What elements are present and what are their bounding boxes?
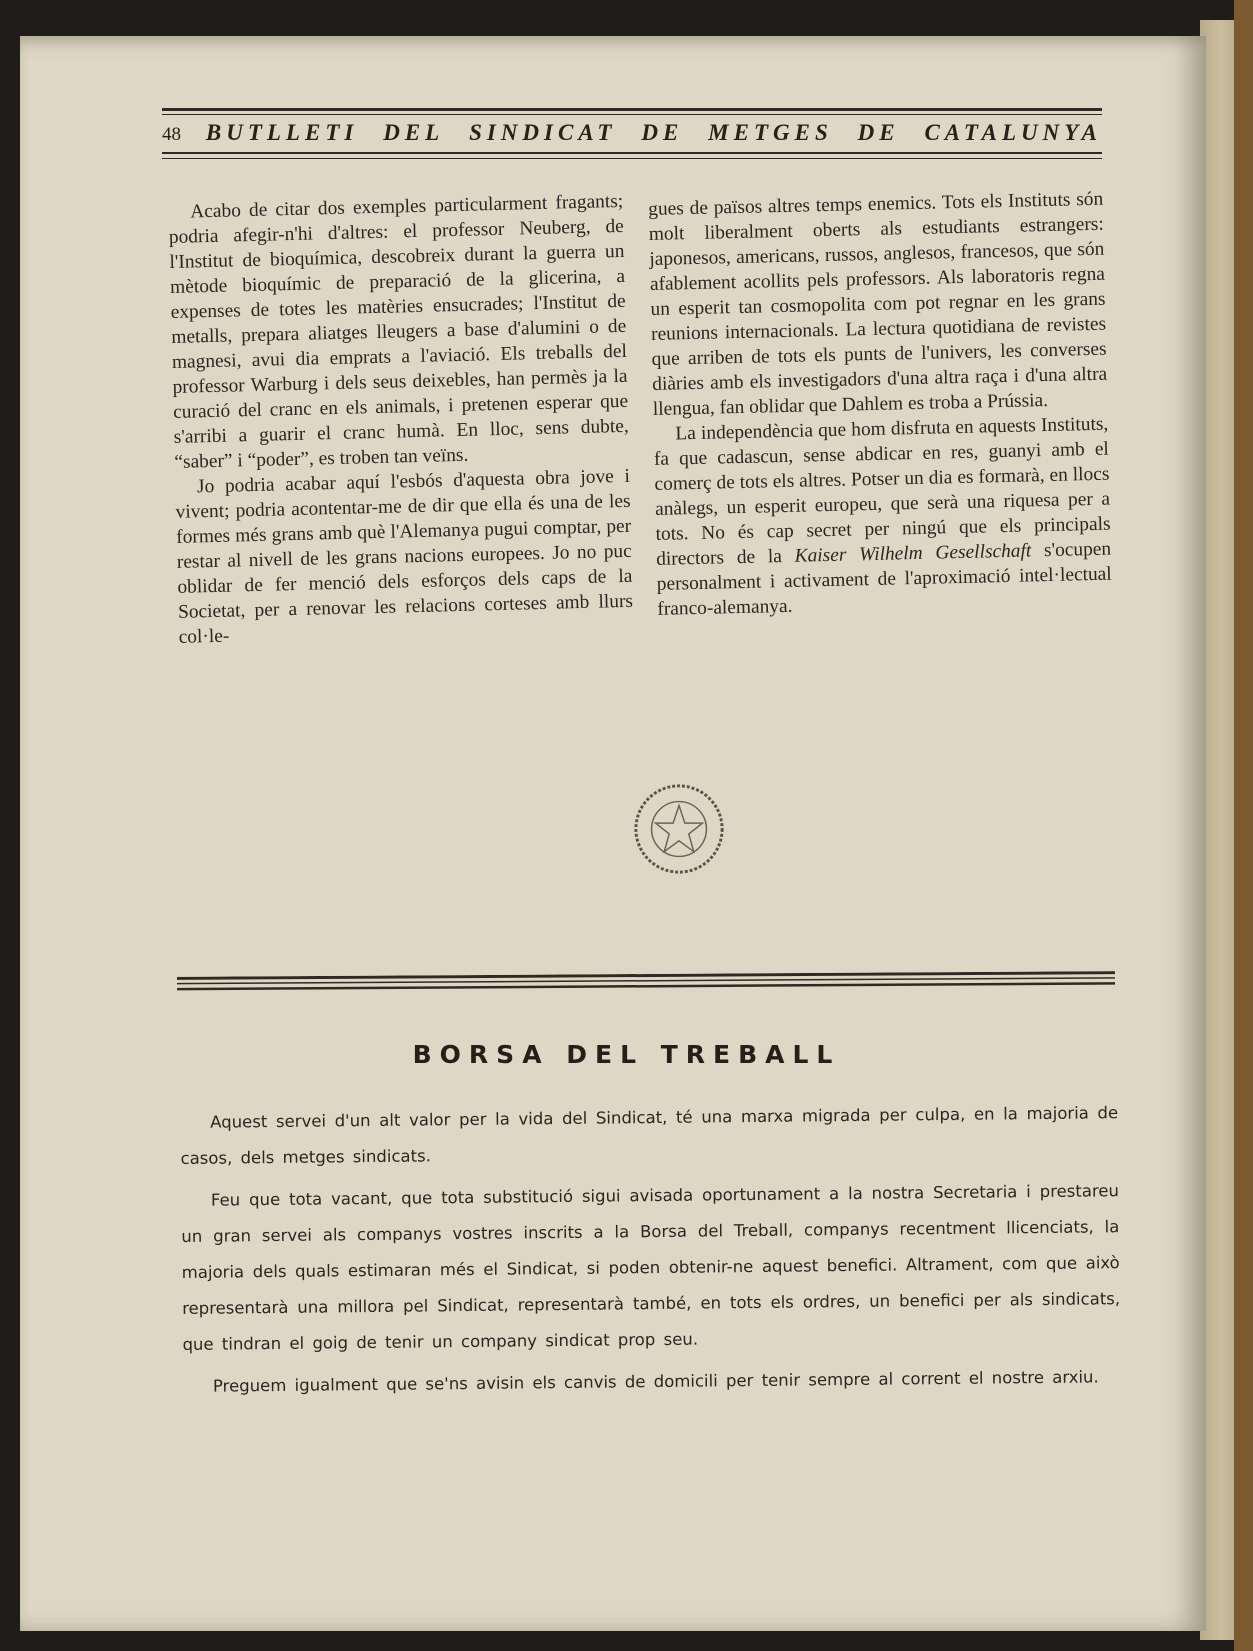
header-title-line <box>162 120 1102 146</box>
library-stamp <box>630 780 728 878</box>
header-word: SINDICAT <box>469 120 617 145</box>
section-paragraph: Preguem igualment que se'ns avisin els canvis de domicili per tenir sempre al corrent el nostre arxiu. <box>212 1367 1099 1396</box>
stamp-inner-ring <box>652 802 707 857</box>
article-paragraph: Jo podria acabar aquí l'esbós d'aquesta obra jove i vivent; podria acontentar-me de dir que ella és una de les formes més grans amb què l'Alemanya pugui comptar, per restar al nivell de les grans nacions europees. Jo no puc oblidar de fer menció dels esforços dels caps de la Societat, per a renovar les relacions corteses amb llurs col·le- <box>175 465 634 648</box>
page-number: 48 <box>162 124 181 145</box>
header-rule-top <box>162 108 1102 111</box>
header-rule-bottom <box>162 152 1102 154</box>
header-word: CATALUNYA <box>924 120 1102 145</box>
running-header <box>162 108 1102 178</box>
header-word: DE <box>857 120 900 145</box>
text-run: s'ocupen personalment i activament de l'aproximació intel·lectual franco-alemanya. <box>656 538 1112 620</box>
header-word: DEL <box>383 120 445 145</box>
article-left-column <box>168 189 634 650</box>
article-paragraph <box>653 412 1112 622</box>
header-word: BUTLLETI <box>205 120 359 145</box>
header-word: METGES <box>708 120 833 145</box>
article-paragraph: Acabo de citar dos exemples particularment fragants; podria afegir-n'hi d'altres: el professor Neuberg, de l'Institut de bioquímica, descobreix durant la guerra un mètode bioquímic de preparació de la glicerina, a expenses de totes les matèries ensucrades; l'Institut de metalls, prepara aliatges lleugers a base d'alumini o de magnesi, avui dia emprats a l'aviació. Els treballs del professor Warburg i dels seus deixebles, han permès ja la curació del cranc en els animals, i pretenen esperar que s'arribi a guarir el cranc humà. En lloc, sens dubte, “saber” i “poder”, es troben tan veïns. <box>168 190 629 473</box>
section-title: BORSA DEL TREBALL <box>412 1040 841 1069</box>
header-word: DE <box>641 120 684 145</box>
italic-society-name: Kaiser Wilhelm Gesellschaft <box>794 540 1032 567</box>
stamp-star <box>655 805 702 851</box>
header-rule-top-thin <box>162 114 1102 115</box>
section-paragraph: Aquest servei d'un alt valor per la vida del Sindicat, té una marxa migrada per culpa, en la majoria de casos, dels metges sindicats. <box>180 1103 1119 1168</box>
text-run: La independència que hom disfruta en aquests Instituts, fa que cadascun, sense abdicar en res, guanyi amb el comerç de tots els altres. Potser un dia es formarà, en llocs anàlegs, un esperit europeu, que serà una riquesa per a tots. No és cap secret per ningú que els principals directors de la <box>653 413 1111 570</box>
article-right-column <box>648 187 1113 622</box>
section-paragraph: Feu que tota vacant, que tota substitució sigui avisada oportunament a la nostra Secretaria i prestareu un gran servei als companys vostres inscrits a la Borsa del Treball, companys recentment llicenciats, la majoria dels quals estimaran més el Sindicat, si poden obtenir-ne aquest benefici. Altrament, com que això representarà una millora pel Sindicat, representarà també, en tots els ordres, un benefici per als sindicats, que tindran el goig de tenir un company sindicat prop seu. <box>181 1181 1121 1354</box>
header-rule-bottom-thin <box>162 158 1102 159</box>
stamp-outer-ring <box>636 786 722 872</box>
article-paragraph: gues de països altres temps enemics. Tots els Instituts són molt liberalment oberts als estudiants estrangers: japonesos, americans, russos, anglesos, francesos, que són afablement acollits pels professors. Als laboratoris regna un esperit tan cosmopolita com pot regnar en les grans reunions internacionals. La lectura quotidiana de revistes que arriben de tots els punts de l'univers, les converses diàries amb els investigadors d'una altra raça i d'una altra llengua, fan oblidar que Dahlem es troba a Prússia. <box>648 188 1108 420</box>
section-body <box>180 1095 1121 1411</box>
book-cover-edge <box>1234 0 1253 1651</box>
